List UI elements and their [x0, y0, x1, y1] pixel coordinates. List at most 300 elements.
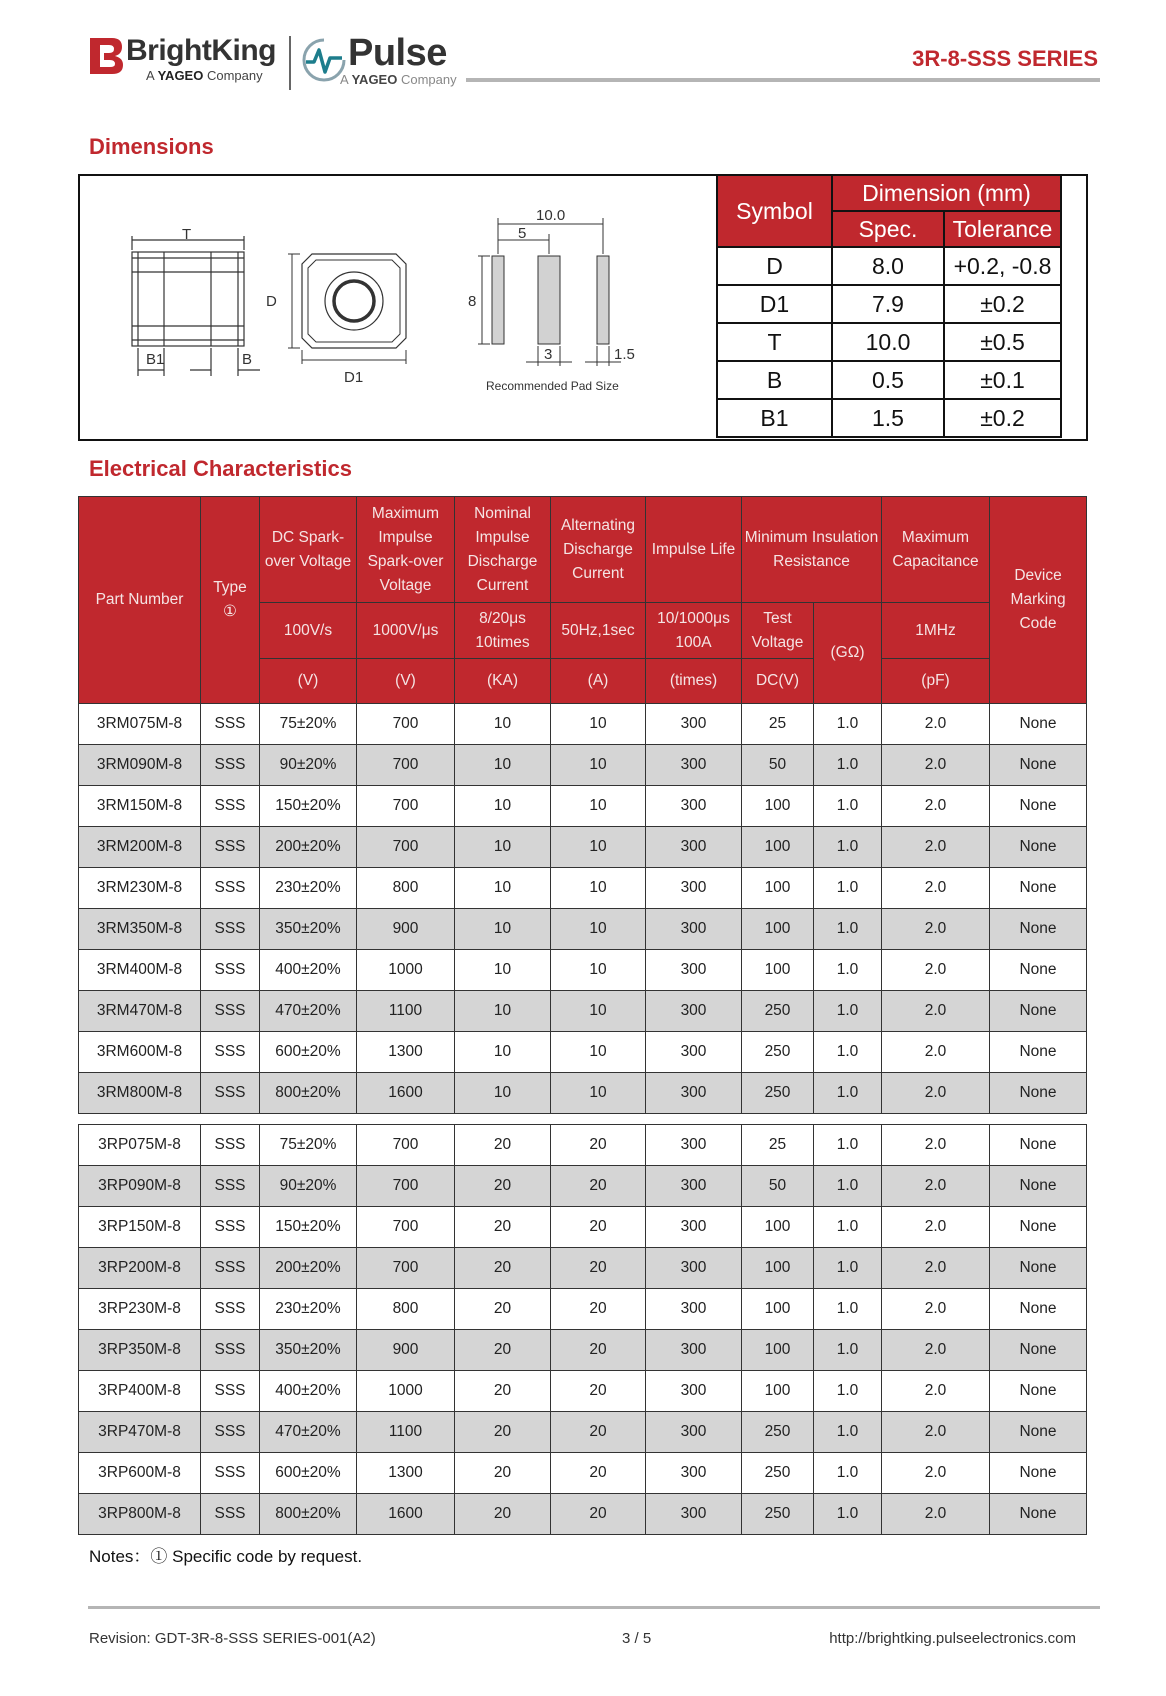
- cond-dc: 100V/s: [260, 603, 357, 659]
- dimension-header: Dimension (mm): [832, 175, 1061, 211]
- impulse-life-cell: 300: [646, 827, 742, 868]
- marking-cell: None: [990, 1207, 1087, 1248]
- test-voltage-cell: 100: [742, 786, 814, 827]
- marking-cell: None: [990, 1371, 1087, 1412]
- part-number-cell: 3RP600M-8: [79, 1453, 201, 1494]
- alt-discharge-cell: 20: [551, 1207, 646, 1248]
- dimension-rows: [717, 247, 1061, 437]
- part-number-header: Part Number: [79, 497, 201, 704]
- max-impulse-cell: 1000: [357, 950, 455, 991]
- insulation-resistance-cell: 1.0: [814, 1207, 882, 1248]
- max-impulse-cell: 1300: [357, 1032, 455, 1073]
- cond-test-voltage: Test Voltage: [742, 603, 814, 659]
- table-row: [79, 1073, 1087, 1114]
- part-number-cell: 3RP090M-8: [79, 1166, 201, 1207]
- part-number-cell: 3RP200M-8: [79, 1248, 201, 1289]
- part-number-cell: 3RP150M-8: [79, 1207, 201, 1248]
- unit-cap: (pF): [882, 659, 990, 704]
- part-number-cell: 3RP800M-8: [79, 1494, 201, 1535]
- type-cell: SSS: [201, 1166, 260, 1207]
- table-row: [79, 1371, 1087, 1412]
- alt-discharge-cell: 10: [551, 868, 646, 909]
- test-voltage-cell: 250: [742, 1032, 814, 1073]
- insulation-resistance-cell: 1.0: [814, 1166, 882, 1207]
- header-divider: [466, 78, 1100, 82]
- type-cell: SSS: [201, 868, 260, 909]
- test-voltage-cell: 25: [742, 1125, 814, 1166]
- alt-discharge-cell: 10: [551, 745, 646, 786]
- dc-spark-cell: 600±20%: [260, 1453, 357, 1494]
- capacitance-cell: 2.0: [882, 1073, 990, 1114]
- alt-discharge-cell: 20: [551, 1125, 646, 1166]
- pad-caption: Recommended Pad Size: [486, 379, 619, 393]
- impulse-life-cell: 300: [646, 1032, 742, 1073]
- type-cell: SSS: [201, 1371, 260, 1412]
- capacitance-cell: 2.0: [882, 1453, 990, 1494]
- part-number-cell: 3RP230M-8: [79, 1289, 201, 1330]
- alt-discharge-cell: 10: [551, 704, 646, 745]
- capacitance-cell: 2.0: [882, 1125, 990, 1166]
- test-voltage-cell: 100: [742, 1207, 814, 1248]
- type-cell: SSS: [201, 950, 260, 991]
- unit-dc: (V): [260, 659, 357, 704]
- pad-label-3: 3: [544, 346, 553, 363]
- impulse-life-cell: 300: [646, 1412, 742, 1453]
- impulse-life-cell: 300: [646, 950, 742, 991]
- nominal-impulse-cell: 20: [455, 1207, 551, 1248]
- type-cell: SSS: [201, 909, 260, 950]
- max-capacitance-header: Maximum Capacitance: [882, 497, 990, 603]
- test-voltage-cell: 50: [742, 1166, 814, 1207]
- nominal-impulse-cell: 10: [455, 786, 551, 827]
- type-cell: SSS: [201, 1207, 260, 1248]
- table-row: [79, 1330, 1087, 1371]
- impulse-life-cell: 300: [646, 1248, 742, 1289]
- brightking-name: BrightKing: [126, 34, 276, 67]
- label-b1: B1: [146, 351, 165, 368]
- label-b: B: [242, 351, 253, 368]
- alt-discharge-cell: 20: [551, 1289, 646, 1330]
- unit-life: (times): [646, 659, 742, 704]
- pulse-subtitle: A YAGEO Company: [340, 72, 457, 87]
- capacitance-cell: 2.0: [882, 1289, 990, 1330]
- alt-discharge-cell: 10: [551, 950, 646, 991]
- type-cell: SSS: [201, 1453, 260, 1494]
- nominal-impulse-cell: 20: [455, 1330, 551, 1371]
- impulse-life-cell: 300: [646, 786, 742, 827]
- impulse-life-cell: 300: [646, 991, 742, 1032]
- dimension-symbol-cell: T: [717, 323, 832, 361]
- max-impulse-cell: 1300: [357, 1453, 455, 1494]
- part-number-cell: 3RP350M-8: [79, 1330, 201, 1371]
- capacitance-cell: 2.0: [882, 991, 990, 1032]
- cond-max: 1000V/μs: [357, 603, 455, 659]
- alt-discharge-cell: 20: [551, 1248, 646, 1289]
- symbol-header: Symbol: [717, 175, 832, 247]
- marking-cell: None: [990, 1330, 1087, 1371]
- dimension-tolerance-cell: +0.2, -0.8: [944, 247, 1061, 285]
- dimension-spec-cell: 7.9: [832, 285, 944, 323]
- part-number-cell: 3RM350M-8: [79, 909, 201, 950]
- alt-discharge-header: Alternating Discharge Current: [551, 497, 646, 603]
- table-row: [79, 1125, 1087, 1166]
- series-title: 3R-8-SSS SERIES: [912, 46, 1098, 71]
- marking-cell: None: [990, 786, 1087, 827]
- table-row: [79, 1207, 1087, 1248]
- dc-spark-cell: 200±20%: [260, 827, 357, 868]
- impulse-life-cell: 300: [646, 704, 742, 745]
- table-row: [79, 991, 1087, 1032]
- pad-layout-drawing: [478, 218, 621, 366]
- marking-cell: None: [990, 991, 1087, 1032]
- capacitance-cell: 2.0: [882, 1494, 990, 1535]
- dc-spark-cell: 75±20%: [260, 1125, 357, 1166]
- label-d: D: [266, 293, 277, 310]
- part-number-cell: 3RP470M-8: [79, 1412, 201, 1453]
- test-voltage-cell: 250: [742, 991, 814, 1032]
- brightking-subtitle: A YAGEO Company: [146, 68, 263, 83]
- dc-spark-cell: 90±20%: [260, 1166, 357, 1207]
- cond-nominal: 8/20μs 10times: [455, 603, 551, 659]
- unit-alt: (A): [551, 659, 646, 704]
- marking-cell: None: [990, 1248, 1087, 1289]
- dc-spark-cell: 230±20%: [260, 1289, 357, 1330]
- max-impulse-cell: 800: [357, 1289, 455, 1330]
- marking-cell: None: [990, 1453, 1087, 1494]
- unit-max: (V): [357, 659, 455, 704]
- impulse-life-cell: 300: [646, 1166, 742, 1207]
- nominal-impulse-cell: 10: [455, 827, 551, 868]
- marking-cell: None: [990, 745, 1087, 786]
- table-row: [79, 745, 1087, 786]
- test-voltage-cell: 100: [742, 868, 814, 909]
- nominal-impulse-cell: 20: [455, 1248, 551, 1289]
- capacitance-cell: 2.0: [882, 868, 990, 909]
- dimension-symbol-cell: B: [717, 361, 832, 399]
- type-cell: SSS: [201, 704, 260, 745]
- test-voltage-cell: 100: [742, 950, 814, 991]
- part-number-cell: 3RM800M-8: [79, 1073, 201, 1114]
- marking-cell: None: [990, 1125, 1087, 1166]
- test-voltage-cell: 100: [742, 827, 814, 868]
- dimension-spec-cell: 8.0: [832, 247, 944, 285]
- table-row: [79, 1032, 1087, 1073]
- unit-nominal: (KA): [455, 659, 551, 704]
- alt-discharge-cell: 20: [551, 1412, 646, 1453]
- impulse-life-cell: 300: [646, 745, 742, 786]
- part-number-cell: 3RM470M-8: [79, 991, 201, 1032]
- max-impulse-cell: 900: [357, 909, 455, 950]
- type-cell: SSS: [201, 827, 260, 868]
- insulation-resistance-cell: 1.0: [814, 786, 882, 827]
- marking-cell: None: [990, 1032, 1087, 1073]
- part-number-cell: 3RM090M-8: [79, 745, 201, 786]
- table-row: [79, 1412, 1087, 1453]
- dimension-drawing: [80, 176, 716, 439]
- alt-discharge-cell: 10: [551, 786, 646, 827]
- marking-cell: None: [990, 704, 1087, 745]
- nominal-impulse-cell: 20: [455, 1412, 551, 1453]
- max-impulse-cell: 1600: [357, 1073, 455, 1114]
- table-row: [79, 1494, 1087, 1535]
- part-number-cell: 3RM230M-8: [79, 868, 201, 909]
- table-row: [79, 827, 1087, 868]
- electrical-table: [78, 496, 1087, 1535]
- label-d1: D1: [344, 369, 364, 386]
- max-impulse-cell: 1100: [357, 991, 455, 1032]
- cond-alt: 50Hz,1sec: [551, 603, 646, 659]
- nominal-impulse-cell: 10: [455, 868, 551, 909]
- nominal-impulse-cell: 10: [455, 950, 551, 991]
- dimension-tolerance-cell: ±0.5: [944, 323, 1061, 361]
- dimension-spec-cell: 10.0: [832, 323, 944, 361]
- insulation-resistance-cell: 1.0: [814, 950, 882, 991]
- table-row: [79, 704, 1087, 745]
- marking-cell: None: [990, 1494, 1087, 1535]
- test-voltage-cell: 100: [742, 1371, 814, 1412]
- unit-resistance: (GΩ): [814, 603, 882, 704]
- pulse-name: Pulse: [348, 32, 447, 74]
- brightking-logo-icon: [88, 36, 124, 76]
- type-cell: SSS: [201, 1494, 260, 1535]
- marking-cell: None: [990, 1289, 1087, 1330]
- capacitance-cell: 2.0: [882, 745, 990, 786]
- capacitance-cell: 2.0: [882, 704, 990, 745]
- insulation-resistance-cell: 1.0: [814, 1453, 882, 1494]
- dimension-row: [717, 323, 1061, 361]
- capacitance-cell: 2.0: [882, 1032, 990, 1073]
- table-row: [79, 868, 1087, 909]
- capacitance-cell: 2.0: [882, 1371, 990, 1412]
- footer-url[interactable]: http://brightking.pulseelectronics.com: [829, 1630, 1076, 1647]
- nominal-impulse-cell: 20: [455, 1289, 551, 1330]
- dc-spark-cell: 400±20%: [260, 950, 357, 991]
- type-header: Type ①: [201, 497, 260, 704]
- marking-cell: None: [990, 868, 1087, 909]
- dc-spark-cell: 350±20%: [260, 909, 357, 950]
- nominal-impulse-cell: 10: [455, 745, 551, 786]
- test-voltage-cell: 100: [742, 909, 814, 950]
- type-cell: SSS: [201, 1412, 260, 1453]
- insulation-resistance-cell: 1.0: [814, 827, 882, 868]
- impulse-life-cell: 300: [646, 1289, 742, 1330]
- footer-revision: Revision: GDT-3R-8-SSS SERIES-001(A2): [89, 1630, 376, 1647]
- insulation-resistance-cell: 1.0: [814, 1289, 882, 1330]
- type-note-mark: ①: [223, 603, 237, 620]
- brightking-logo: [88, 34, 288, 82]
- table-row: [79, 786, 1087, 827]
- table-row: [79, 1289, 1087, 1330]
- insulation-resistance-cell: 1.0: [814, 868, 882, 909]
- dc-spark-cell: 600±20%: [260, 1032, 357, 1073]
- capacitance-cell: 2.0: [882, 786, 990, 827]
- dc-spark-cell: 800±20%: [260, 1494, 357, 1535]
- max-impulse-cell: 1000: [357, 1371, 455, 1412]
- pad-label-8: 8: [468, 293, 477, 310]
- dimension-spec-cell: 0.5: [832, 361, 944, 399]
- alt-discharge-cell: 10: [551, 991, 646, 1032]
- table-row: [79, 909, 1087, 950]
- max-impulse-cell: 700: [357, 1207, 455, 1248]
- capacitance-cell: 2.0: [882, 1412, 990, 1453]
- pulse-logo: [300, 32, 470, 88]
- max-impulse-cell: 1600: [357, 1494, 455, 1535]
- max-impulse-cell: 700: [357, 1248, 455, 1289]
- alt-discharge-cell: 20: [551, 1371, 646, 1412]
- max-impulse-cell: 1100: [357, 1412, 455, 1453]
- type-cell: SSS: [201, 1248, 260, 1289]
- test-voltage-cell: 100: [742, 1248, 814, 1289]
- dimension-table: [716, 174, 1062, 438]
- nominal-impulse-header: Nominal Impulse Discharge Current: [455, 497, 551, 603]
- table-row: [79, 950, 1087, 991]
- pad-label-1-5: 1.5: [614, 346, 635, 363]
- footer-divider: [88, 1606, 1100, 1609]
- capacitance-cell: 2.0: [882, 1166, 990, 1207]
- max-impulse-cell: 900: [357, 1330, 455, 1371]
- type-cell: SSS: [201, 1330, 260, 1371]
- spec-header: Spec.: [832, 211, 944, 247]
- max-impulse-cell: 700: [357, 704, 455, 745]
- max-impulse-cell: 800: [357, 868, 455, 909]
- part-number-cell: 3RM600M-8: [79, 1032, 201, 1073]
- pad-label-10: 10.0: [536, 207, 566, 224]
- dimension-tolerance-cell: ±0.2: [944, 285, 1061, 323]
- footer-page: 3 / 5: [622, 1630, 652, 1647]
- marking-header: Device Marking Code: [990, 497, 1087, 704]
- impulse-life-cell: 300: [646, 909, 742, 950]
- dimensions-panel: [78, 174, 1088, 441]
- top-view-drawing: [288, 254, 406, 364]
- type-cell: SSS: [201, 1073, 260, 1114]
- nominal-impulse-cell: 20: [455, 1166, 551, 1207]
- test-voltage-cell: 250: [742, 1073, 814, 1114]
- dimension-row: [717, 399, 1061, 437]
- max-impulse-cell: 700: [357, 786, 455, 827]
- impulse-life-cell: 300: [646, 1330, 742, 1371]
- test-voltage-cell: 50: [742, 745, 814, 786]
- alt-discharge-cell: 20: [551, 1453, 646, 1494]
- type-cell: SSS: [201, 1289, 260, 1330]
- nominal-impulse-cell: 20: [455, 1371, 551, 1412]
- insulation-resistance-cell: 1.0: [814, 1412, 882, 1453]
- dimensions-title: Dimensions: [89, 134, 214, 159]
- nominal-impulse-cell: 20: [455, 1453, 551, 1494]
- test-voltage-cell: 250: [742, 1494, 814, 1535]
- electrical-title: Electrical Characteristics: [89, 456, 352, 481]
- impulse-life-cell: 300: [646, 868, 742, 909]
- max-impulse-cell: 700: [357, 827, 455, 868]
- insulation-resistance-cell: 1.0: [814, 1371, 882, 1412]
- alt-discharge-cell: 10: [551, 909, 646, 950]
- insulation-resistance-cell: 1.0: [814, 1125, 882, 1166]
- label-t: T: [182, 226, 192, 243]
- nominal-impulse-cell: 20: [455, 1494, 551, 1535]
- part-number-cell: 3RP400M-8: [79, 1371, 201, 1412]
- insulation-resistance-cell: 1.0: [814, 909, 882, 950]
- alt-discharge-cell: 10: [551, 1073, 646, 1114]
- impulse-life-cell: 300: [646, 1073, 742, 1114]
- impulse-life-cell: 300: [646, 1494, 742, 1535]
- type-cell: SSS: [201, 1125, 260, 1166]
- dimension-symbol-cell: B1: [717, 399, 832, 437]
- nominal-impulse-cell: 10: [455, 1073, 551, 1114]
- nominal-impulse-cell: 10: [455, 1032, 551, 1073]
- table-row: [79, 1166, 1087, 1207]
- type-cell: SSS: [201, 1032, 260, 1073]
- pad-label-5: 5: [518, 225, 527, 242]
- alt-discharge-cell: 10: [551, 1032, 646, 1073]
- insulation-resistance-cell: 1.0: [814, 1330, 882, 1371]
- dimension-symbol-cell: D: [717, 247, 832, 285]
- insulation-resistance-cell: 1.0: [814, 1248, 882, 1289]
- part-number-cell: 3RM400M-8: [79, 950, 201, 991]
- dc-spark-cell: 800±20%: [260, 1073, 357, 1114]
- nominal-impulse-cell: 10: [455, 991, 551, 1032]
- dimension-row: [717, 361, 1061, 399]
- impulse-life-cell: 300: [646, 1371, 742, 1412]
- marking-cell: None: [990, 950, 1087, 991]
- impulse-life-cell: 300: [646, 1453, 742, 1494]
- dc-spark-cell: 470±20%: [260, 1412, 357, 1453]
- dimension-spec-cell: 1.5: [832, 399, 944, 437]
- dimension-row: [717, 247, 1061, 285]
- tolerance-header: Tolerance: [944, 211, 1061, 247]
- dc-spark-cell: 400±20%: [260, 1371, 357, 1412]
- type-cell: SSS: [201, 786, 260, 827]
- nominal-impulse-cell: 10: [455, 704, 551, 745]
- capacitance-cell: 2.0: [882, 1207, 990, 1248]
- marking-cell: None: [990, 1166, 1087, 1207]
- marking-cell: None: [990, 1412, 1087, 1453]
- impulse-life-cell: 300: [646, 1207, 742, 1248]
- max-impulse-cell: 700: [357, 1125, 455, 1166]
- logo-separator: [289, 36, 291, 90]
- page-header: [0, 0, 1166, 110]
- max-impulse-cell: 700: [357, 1166, 455, 1207]
- nominal-impulse-cell: 20: [455, 1125, 551, 1166]
- alt-discharge-cell: 20: [551, 1494, 646, 1535]
- marking-cell: None: [990, 909, 1087, 950]
- insulation-resistance-cell: 1.0: [814, 745, 882, 786]
- table-row: [79, 1453, 1087, 1494]
- notes: Notes：① Specific code by request.: [89, 1547, 363, 1566]
- capacitance-cell: 2.0: [882, 1330, 990, 1371]
- capacitance-cell: 2.0: [882, 950, 990, 991]
- part-number-cell: 3RM150M-8: [79, 786, 201, 827]
- min-insulation-header: Minimum Insulation Resistance: [742, 497, 882, 603]
- test-voltage-cell: 100: [742, 1289, 814, 1330]
- test-voltage-cell: 25: [742, 704, 814, 745]
- test-voltage-cell: 250: [742, 1412, 814, 1453]
- dc-spark-cell: 150±20%: [260, 786, 357, 827]
- electrical-rows: [79, 704, 1087, 1535]
- cond-cap: 1MHz: [882, 603, 990, 659]
- dimension-tolerance-cell: ±0.1: [944, 361, 1061, 399]
- type-cell: SSS: [201, 991, 260, 1032]
- insulation-resistance-cell: 1.0: [814, 704, 882, 745]
- part-number-cell: 3RM075M-8: [79, 704, 201, 745]
- table-row: [79, 1248, 1087, 1289]
- type-cell: SSS: [201, 745, 260, 786]
- max-impulse-cell: 700: [357, 745, 455, 786]
- insulation-resistance-cell: 1.0: [814, 1032, 882, 1073]
- max-impulse-header: Maximum Impulse Spark-over Voltage: [357, 497, 455, 603]
- group-separator: [79, 1114, 1087, 1125]
- insulation-resistance-cell: 1.0: [814, 1494, 882, 1535]
- part-number-cell: 3RP075M-8: [79, 1125, 201, 1166]
- marking-cell: None: [990, 1073, 1087, 1114]
